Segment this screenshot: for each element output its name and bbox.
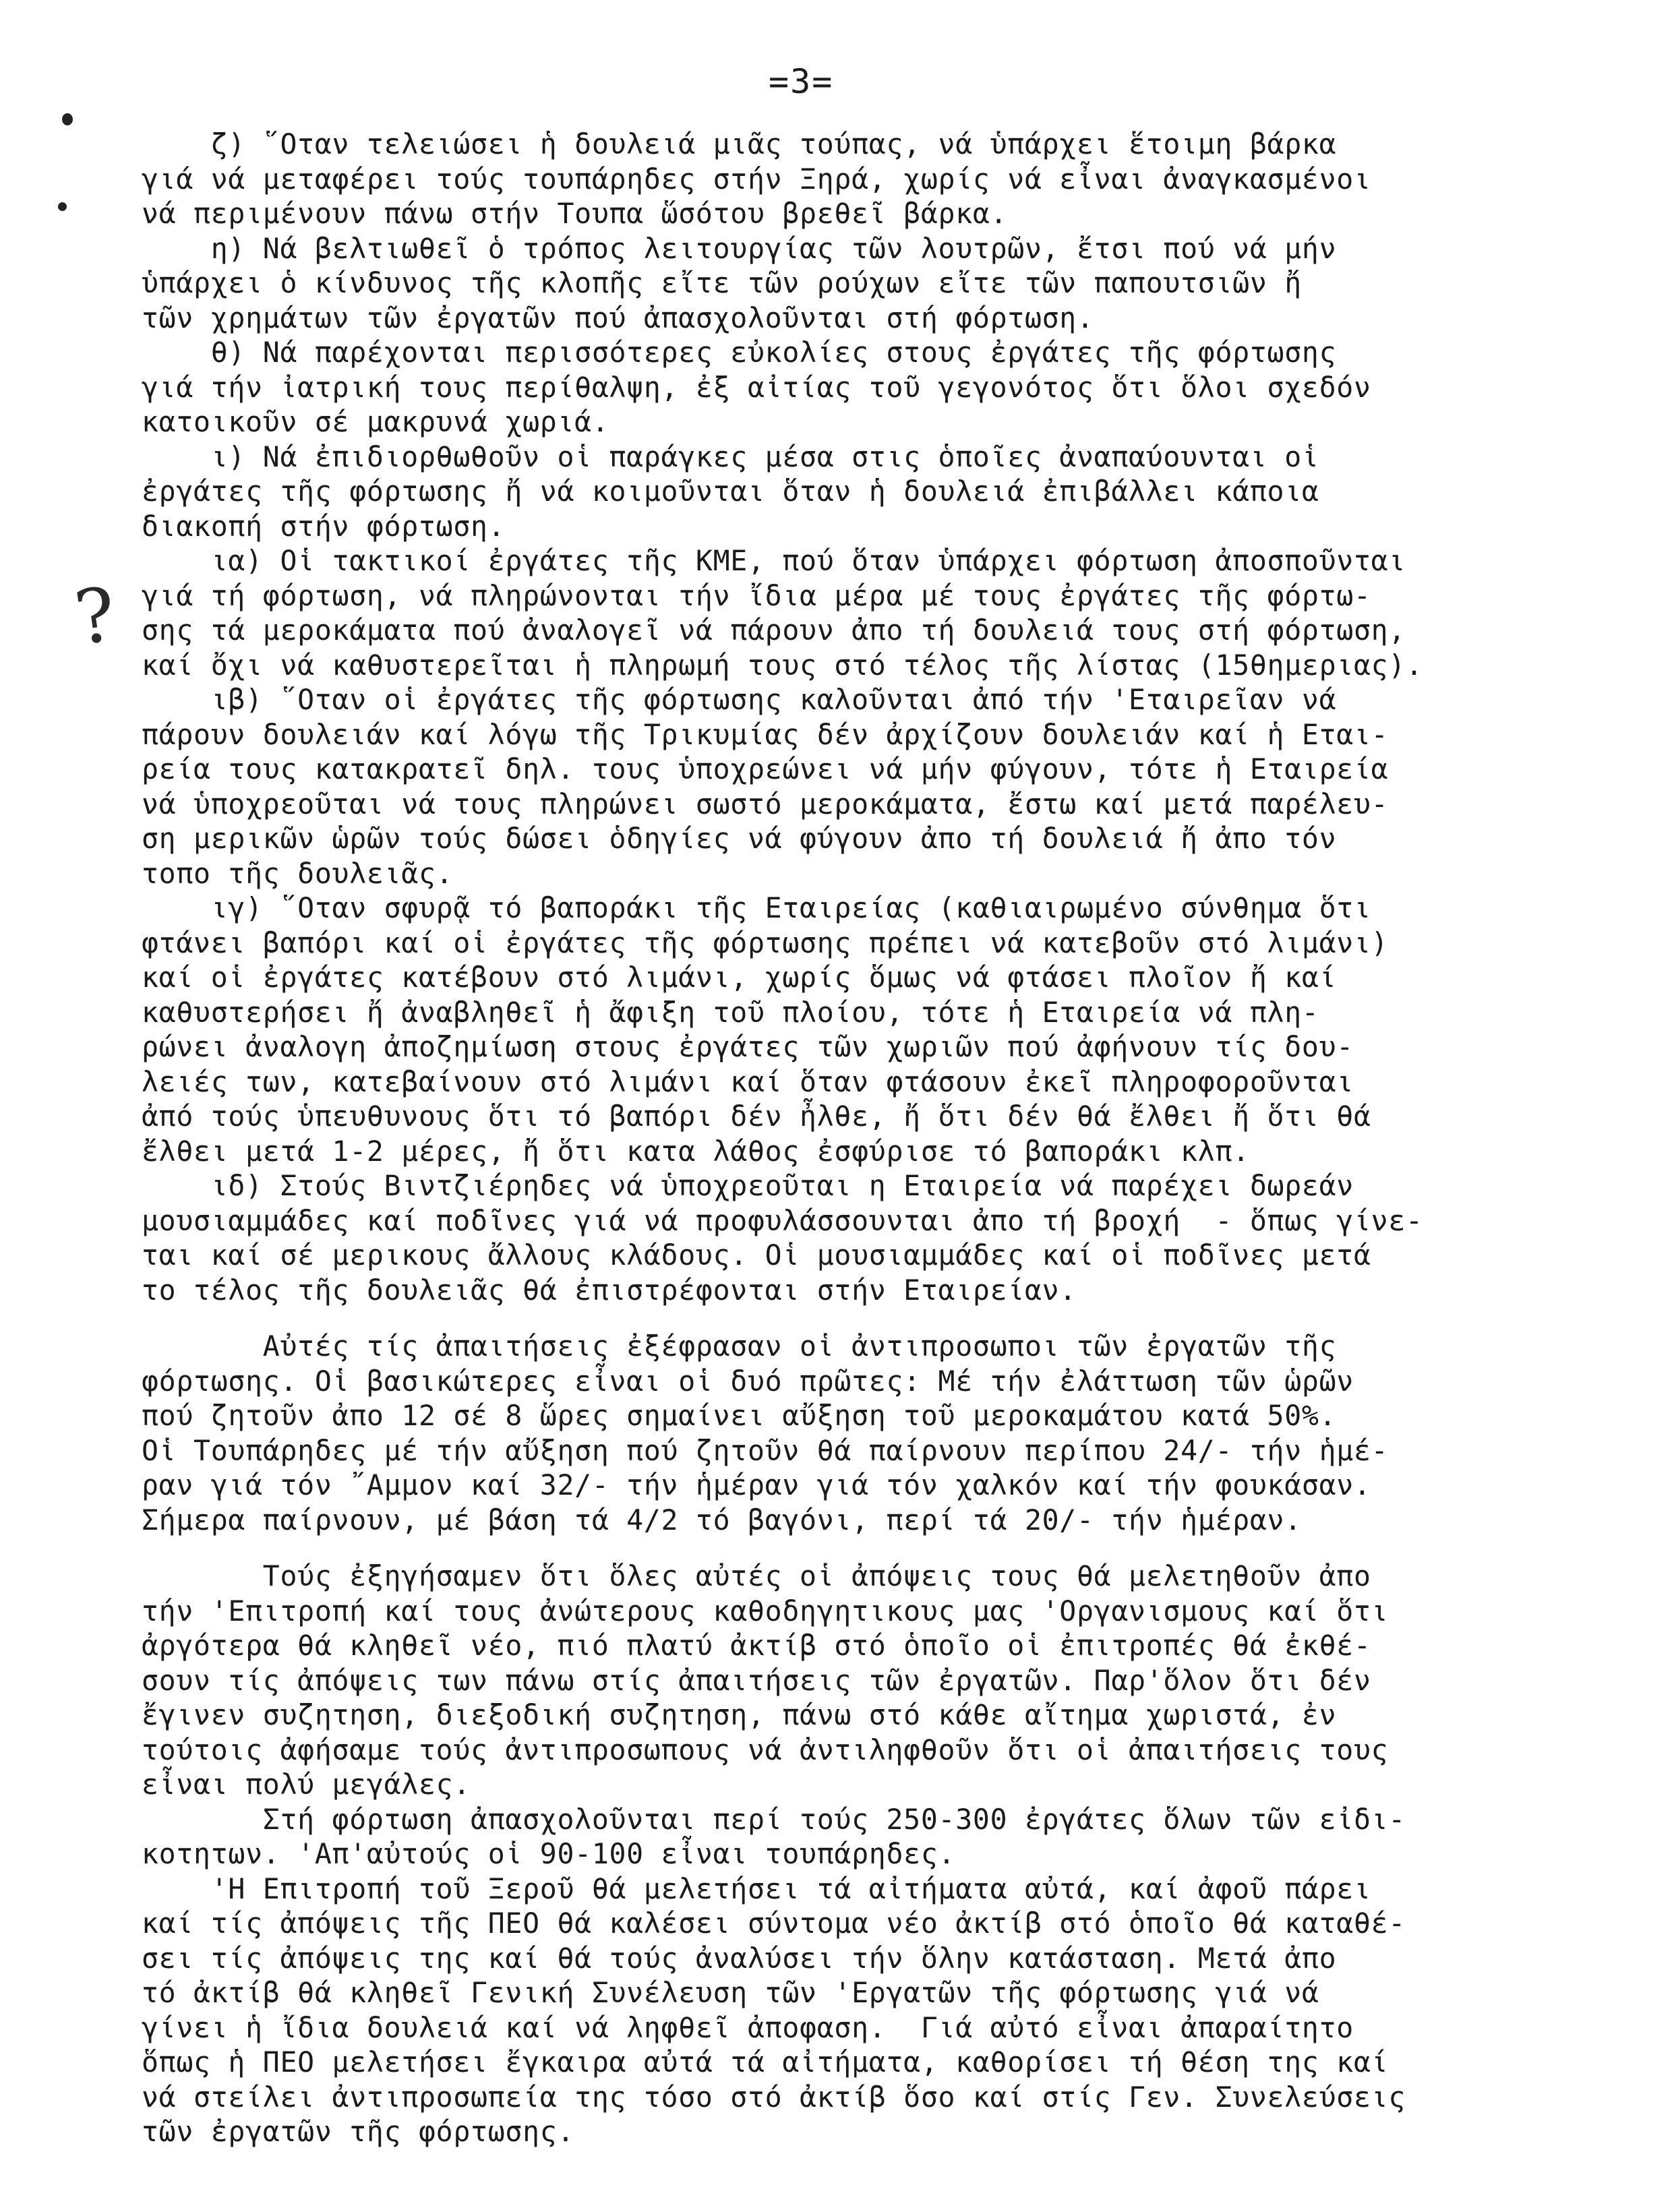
text-line: Σήμερα παίρνουν, μέ βάση τά 4/2 τό βαγόνι, περί τά 20/- τήν ἡμέραν.: [142, 1503, 1302, 1536]
ink-speck: [62, 113, 73, 125]
text-line: νά περιμένουν πάνω στήν Τουπα ὥσότου βρεθεῖ βάρκα.: [142, 197, 1008, 230]
text-line: ὑπάρχει ὁ κίνδυνος τῆς κλοπῆς εἴτε τῶν ρούχων εἴτε τῶν παπουτσιῶν ἤ: [142, 266, 1302, 299]
text-line: καθυστερήσει ἤ ἀναβληθεῖ ἡ ἄφιξη τοῦ πλοίου, τότε ἡ Εταιρεία νά πλη-: [142, 995, 1319, 1029]
ink-speck: [58, 202, 67, 211]
text-line: ραν γιά τόν ῎Αμμον καί 32/- τήν ἡμέραν γιά τόν χαλκόν καί τήν φουκάσαν.: [142, 1468, 1371, 1501]
text-line: ἀπό τούς ὑπευθυνους ὅτι τό βαπόρι δέν ἦλθε, ἤ ὅτι δέν θά ἔλθει ἤ ὅτι θά: [142, 1100, 1371, 1133]
text-line: φόρτωσης. Οἱ βασικώτερες εἶναι οἱ δυό πρῶτες: Μέ τήν ἐλάττωση τῶν ὡρῶν: [142, 1364, 1354, 1398]
text-line: λειές των, κατεβαίνουν στό λιμάνι καί ὅταν φτάσουν ἐκεῖ πληροφοροῦνται: [142, 1065, 1354, 1098]
text-line: ιδ) Στούς Βιντζιέρηδες νά ὑποχρεοῦται η Εταιρεία νά παρέχει δωρεάν: [142, 1169, 1354, 1202]
text-line: μουσιαμμάδες καί ποδῖνες γιά νά προφυλάσσουνται ἀπο τή βροχή - ὅπως γίνε-: [142, 1203, 1423, 1237]
text-line: Τούς ἐξηγήσαμεν ὅτι ὅλες αὐτές οἱ ἀπόψεις τους θά μελετηθοῦν ἀπο: [142, 1559, 1371, 1592]
text-line: 'Η Επιτροπή τοῦ Ξεροῦ θά μελετήσει τά αἰτήματα αὐτά, καί ἀφοῦ πάρει: [142, 1872, 1371, 1905]
text-line: τοπο τῆς δουλειᾶς.: [142, 856, 454, 890]
text-line: ση μερικῶν ὡρῶν τούς δώσει ὁδηγίες νά φύγουν ἀπο τή δουλειά ἤ ἀπο τόν: [142, 822, 1337, 855]
text-line: ρώνει ἀναλογη ἀποζημίωση στους ἐργάτες τῶν χωριῶν πού ἀφήνουν τίς δου-: [142, 1030, 1354, 1063]
text-line: κοτητων. 'Απ'αὐτούς οἱ 90-100 εἶναι τουπάρηδες.: [142, 1837, 956, 1870]
text-line: σει τίς ἀπόψεις της καί θά τούς ἀναλύσει τήν ὅλην κατάσταση. Μετά ἀπο: [142, 1941, 1337, 1975]
text-line: σουν τίς ἀπόψεις των πάνω στίς ἀπαιτήσεις τῶν ἐργατῶν. Παρ'ὅλον ὅτι δέν: [142, 1663, 1371, 1697]
document-body: [142, 127, 1638, 2149]
text-line: εἶναι πολύ μεγάλες.: [142, 1768, 471, 1801]
text-line: γιά νά μεταφέρει τούς τουπάρηδες στήν Ξηρά, χωρίς νά εἶναι ἀναγκασμένοι: [142, 162, 1371, 196]
text-line: καί οἱ ἐργάτες κατέβουν στό λιμάνι, χωρίς ὅμως νά φτάσει πλοῖον ἤ καί: [142, 961, 1337, 994]
text-line: τήν 'Επιτροπή καί τους ἀνώτερους καθοδηγητικους μας 'Οργανισμους καί ὅτι: [142, 1594, 1389, 1627]
text-line: ἀργότερα θά κληθεῖ νέο, πιό πλατύ ἀκτίβ στό ὁποῖο οἱ ἐπιτροπές θά ἐκθέ-: [142, 1629, 1371, 1662]
text-line: Αὐτές τίς ἀπαιτήσεις ἐξέφρασαν οἱ ἀντιπροσωποι τῶν ἐργατῶν τῆς: [142, 1329, 1337, 1363]
text-line: τό ἀκτίβ θά κληθεῖ Γενική Συνέλευση τῶν 'Εργατῶν τῆς φόρτωσης γιά νά: [142, 1976, 1319, 2009]
text-line: τῶν χρημάτων τῶν ἐργατῶν πού ἀπασχολοῦνται στή φόρτωση.: [142, 301, 1094, 334]
text-line: τούτοις ἀφήσαμε τούς ἀντιπροσωπους νά ἀντιληφθοῦν ὅτι οἱ ἀπαιτήσεις τους: [142, 1733, 1389, 1766]
text-line: Οἱ Τουπάρηδες μέ τήν αὔξηση πού ζητοῦν θά παίρνουν περίπου 24/- τήν ἡμέ-: [142, 1433, 1389, 1467]
text-line: πού ζητοῦν ἀπο 12 σέ 8 ὥρες σημαίνει αὔξηση τοῦ μεροκαμάτου κατά 50%.: [142, 1399, 1337, 1432]
text-line: διακοπή στήν φόρτωση.: [142, 509, 506, 543]
text-line: κατοικοῦν σέ μακρυνά χωριά.: [142, 405, 609, 438]
text-line: ι) Νά ἐπιδιορθωθοῦν οἱ παράγκες μέσα στις ὁποῖες ἀναπαύουνται οἱ: [142, 440, 1319, 473]
text-line: η) Νά βελτιωθεῖ ὁ τρόπος λειτουργίας τῶν λουτρῶν, ἔτσι πού νά μήν: [142, 231, 1337, 265]
text-line: θ) Νά παρέχονται περισσότερες εὐκολίες στους ἐργάτες τῆς φόρτωσης: [142, 336, 1337, 369]
paragraph-gap: [142, 1307, 1638, 1329]
text-line: καί ὄχι νά καθυστερεῖται ἡ πληρωμή τους στό τέλος τῆς λίστας (15θημεριας).: [142, 648, 1423, 682]
text-line: νά στείλει ἀντιπροσωπεία της τόσο στό ἀκτίβ ὅσο καί στίς Γεν. Συνελεύσεις: [142, 2080, 1406, 2114]
text-line: ρεία τους κατακρατεῖ δηλ. τους ὑποχρεώνει νά μήν φύγουν, τότε ἡ Εταιρεία: [142, 752, 1389, 785]
text-line: καί τίς ἀπόψεις τῆς ΠΕΟ θά καλέσει σύντομα νέο ἀκτίβ στό ὁποῖο θά καταθέ-: [142, 1907, 1406, 1940]
handwritten-question-mark: ?: [69, 570, 121, 662]
text-line: νά ὑποχρεοῦται νά τους πληρώνει σωστό μεροκάματα, ἔστω καί μετά παρέλευ-: [142, 787, 1389, 820]
text-line: γιά τή φόρτωση, νά πληρώνονται τήν ἴδια μέρα μέ τους ἐργάτες τῆς φόρτω-: [142, 578, 1371, 612]
text-line: ιβ) ῞Οταν οἱ ἐργάτες τῆς φόρτωσης καλοῦνται ἀπό τήν 'Εταιρεῖαν νά: [142, 683, 1337, 716]
text-line: ὅπως ἡ ΠΕΟ μελετήσει ἔγκαιρα αὐτά τά αἰτήματα, καθορίσει τή θέση της καί: [142, 2045, 1389, 2079]
text-line: ια) Οἱ τακτικοί ἐργάτες τῆς ΚΜΕ, πού ὅταν ὑπάρχει φόρτωση ἀποσποῦνται: [142, 544, 1406, 577]
text-line: γίνει ἡ ἴδια δουλειά καί νά ληφθεῖ ἀποφαση. Γιά αὐτό εἶναι ἀπαραίτητο: [142, 2010, 1354, 2044]
text-line: τῶν ἐργατῶν τῆς φόρτωσης.: [142, 2115, 575, 2148]
page-number: =3=: [769, 62, 834, 101]
text-line: ται καί σέ μερικους ἄλλους κλάδους. Οἱ μουσιαμμάδες καί οἱ ποδῖνες μετά: [142, 1238, 1371, 1272]
text-line: γιά τήν ἰατρική τους περίθαλψη, ἐξ αἰτίας τοῦ γεγονότος ὅτι ὅλοι σχεδόν: [142, 370, 1371, 404]
text-line: φτάνει βαπόρι καί οἱ ἐργάτες τῆς φόρτωσης πρέπει νά κατεβοῦν στό λιμάνι): [142, 926, 1389, 959]
paragraph-gap: [142, 1537, 1638, 1559]
text-line: το τέλος τῆς δουλειᾶς θά ἐπιστρέφονται στήν Εταιρείαν.: [142, 1273, 1077, 1307]
text-line: ἔλθει μετά 1-2 μέρες, ἤ ὅτι κατα λάθος ἐσφύρισε τό βαποράκι κλπ.: [142, 1134, 1250, 1168]
text-line: πάρουν δουλειάν καί λόγω τῆς Τρικυμίας δέν ἀρχίζουν δουλειάν καί ἡ Εται-: [142, 717, 1389, 751]
text-line: ζ) ῞Οταν τελειώσει ἡ δουλειά μιᾶς τούπας, νά ὑπάρχει ἕτοιμη βάρκα: [142, 127, 1337, 160]
text-line: Στή φόρτωση ἀπασχολοῦνται περί τούς 250-300 ἐργάτες ὅλων τῶν εἰδι-: [142, 1802, 1406, 1836]
text-line: ἐργάτες τῆς φόρτωσης ἤ νά κοιμοῦνται ὅταν ἡ δουλειά ἐπιβάλλει κάποια: [142, 475, 1319, 508]
text-line: σης τά μεροκάματα πού ἀναλογεῖ νά πάρουν ἀπο τή δουλειά τους στή φόρτωση,: [142, 614, 1406, 647]
text-line: ἔγινεν συζητηση, διεξοδική συζητηση, πάνω στό κάθε αἴτημα χωριστά, ἐν: [142, 1698, 1337, 1731]
text-line: ιγ) ῞Οταν σφυρᾷ τό βαποράκι τῆς Εταιρείας (καθιαιρωμένο σύνθημα ὅτι: [142, 891, 1371, 924]
